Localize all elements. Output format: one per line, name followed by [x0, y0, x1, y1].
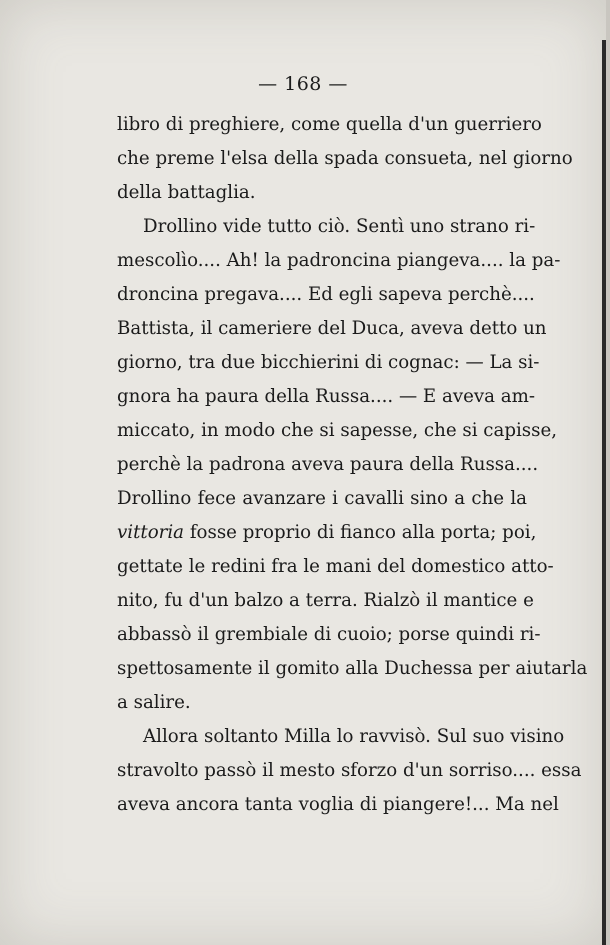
page-number: — 168 — [258, 73, 348, 95]
text-line: Drollino fece avanzare i cavalli sino a che la [117, 488, 527, 509]
italic-word: vittoria [117, 522, 185, 543]
text-line: abbassò il grembiale di cuoio; porse quindi ri- [117, 624, 541, 645]
text-line: miccato, in modo che si sapesse, che si capisse, [117, 420, 558, 441]
text-line: che preme l'elsa della spada consueta, nel giorno [117, 148, 573, 169]
text-line: Drollino vide tutto ciò. Sentì uno strano ri- [143, 216, 536, 237]
page-edge [602, 40, 606, 945]
text-line: nito, fu d'un balzo a terra. Rialzò il mantice e [117, 590, 534, 611]
text-line-with-italic [117, 516, 537, 550]
text-line-rest: fosse proprio di fianco alla porta; poi, [189, 522, 537, 543]
text-line: libro di preghiere, come quella d'un guerriero [117, 114, 542, 135]
text-line: aveva ancora tanta voglia di piangere!... Ma nel [117, 794, 559, 815]
text-line: giorno, tra due bicchierini di cognac: — La si- [117, 352, 540, 373]
text-line: mescolìo.... Ah! la padroncina piangeva.... la pa- [117, 250, 561, 271]
text-line: droncina pregava.... Ed egli sapeva perchè.... [117, 284, 535, 305]
text-line: Allora soltanto Milla lo ravvisò. Sul suo visino [143, 726, 565, 747]
text-line: gettate le redini fra le mani del domestico atto- [117, 556, 554, 577]
text-line: gnora ha paura della Russa.... — E aveva am- [117, 386, 536, 407]
text-line: della battaglia. [117, 182, 256, 203]
text-line: a salire. [117, 692, 191, 713]
text-line: perchè la padrona aveva paura della Russa.... [117, 454, 539, 475]
text-line: spettosamente il gomito alla Duchessa per aiutarla [117, 658, 588, 679]
text-line: stravolto passò il mesto sforzo d'un sorriso.... essa [117, 760, 582, 781]
body-text [117, 108, 588, 822]
text-line: Battista, il cameriere del Duca, aveva detto un [117, 318, 547, 339]
